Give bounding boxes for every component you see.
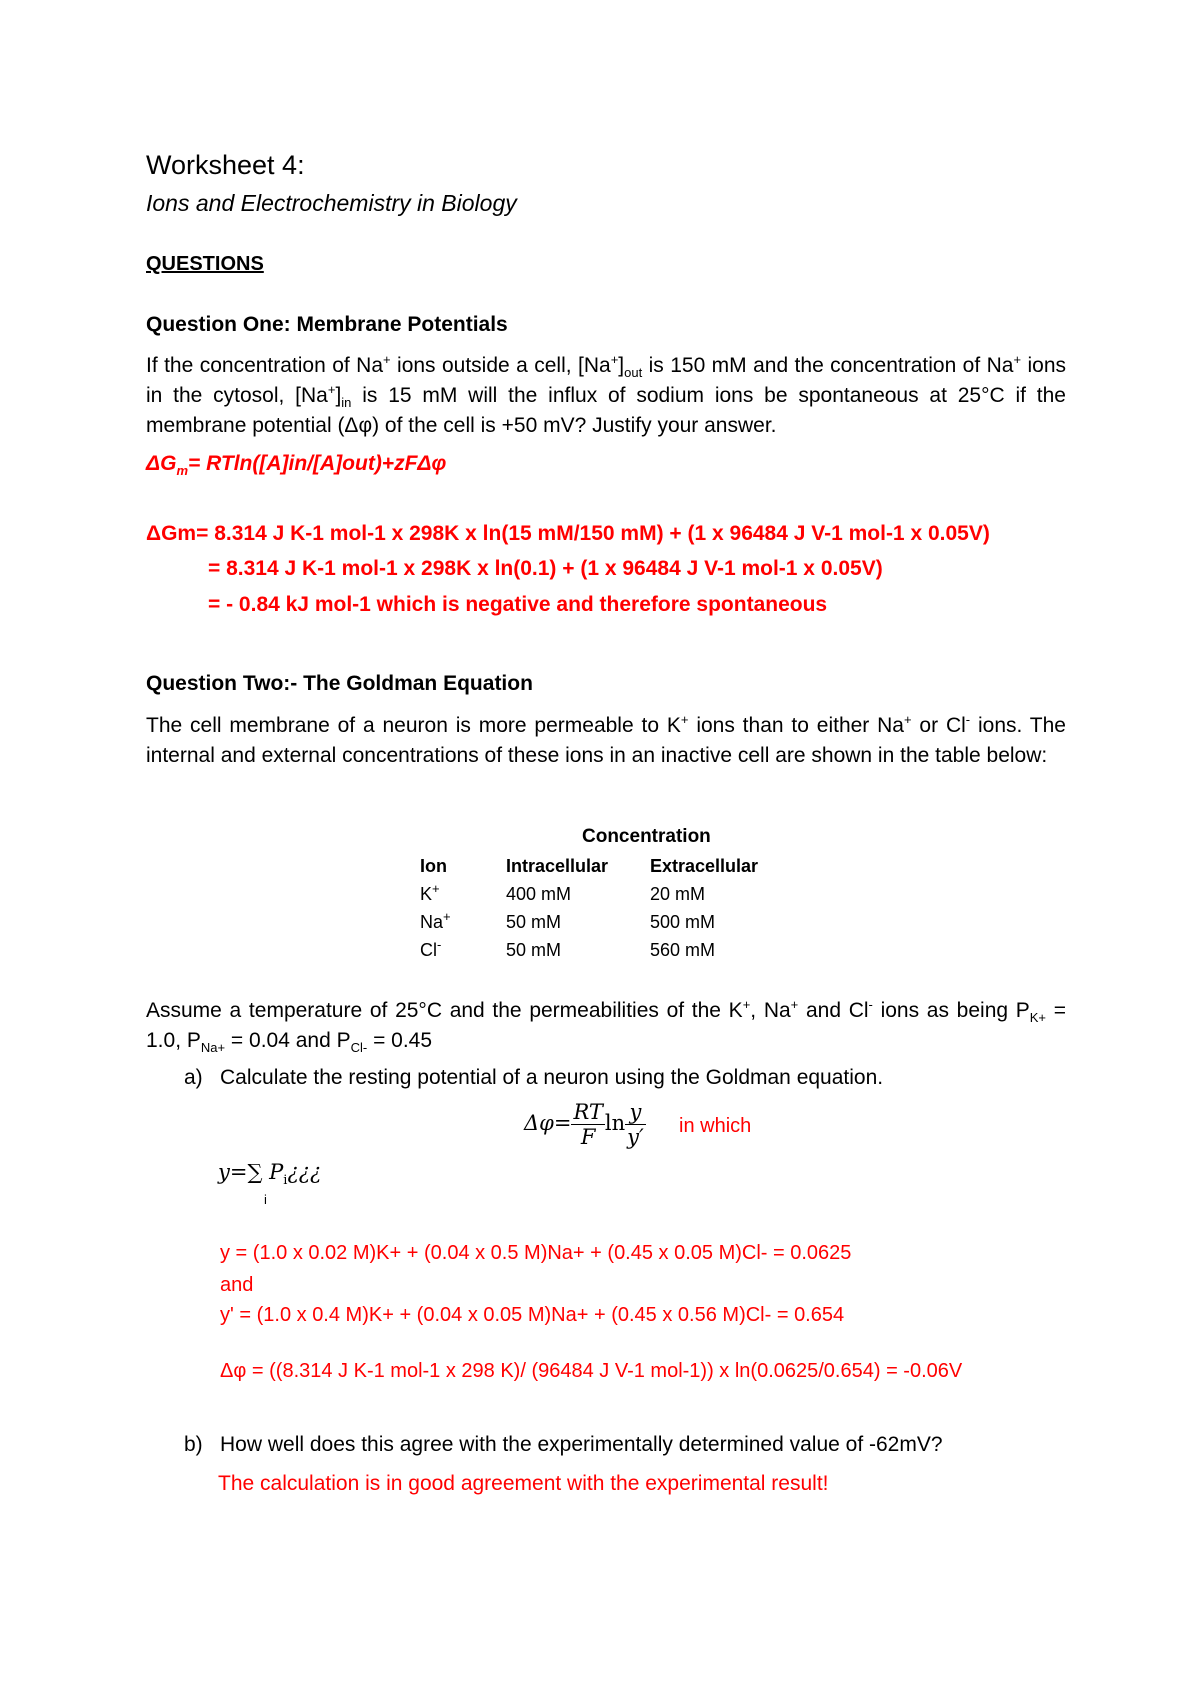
extra-cell: 500 mM xyxy=(650,911,716,932)
ion-cell: Na+ xyxy=(420,908,451,932)
part-b-text: How well does this agree with the experimentally determined value of -62mV? xyxy=(220,1433,943,1456)
y-prime-calculation: y' = (1.0 x 0.4 M)K+ + (0.04 x 0.05 M)Na+ + (0.45 x 0.56 M)Cl- = 0.654 xyxy=(220,1304,845,1326)
question-one-text: If the concentration of Na+ ions outside a cell, $[Na^+]_{out}$ is 150 mM and the concentration of Na+ ions in the cytosol, $[Na^+]_{in}$ is 15 mM will the influx of sodium ions be spontaneous at 25°C if the membrane potential (Δφ) of the cell is +50 mV? Justify your answer. xyxy=(146,352,1067,437)
part-b-label: b) xyxy=(184,1433,203,1456)
q1-calc-line-2: = 8.314 J K-1 mol-1 x 298K x ln(0.1) + (1 x 96484 J V-1 mol-1 x 0.05V) xyxy=(208,557,883,580)
and-word: and xyxy=(220,1274,254,1296)
section-label: QUESTIONS xyxy=(146,253,264,275)
header-extracellular: Extracellular xyxy=(650,855,759,876)
part-a-label: a) xyxy=(184,1066,203,1089)
in-which-label: in which xyxy=(679,1115,752,1137)
y-calculation: y = (1.0 x 0.02 M)K+ + (0.04 x 0.5 M)Na+ + (0.45 x 0.05 M)Cl- = 0.0625 xyxy=(220,1242,852,1264)
intra-cell: 50 mM xyxy=(506,911,562,932)
page-subtitle: Ions and Electrochemistry in Biology xyxy=(146,190,517,216)
table-row xyxy=(420,908,790,936)
table-header-row xyxy=(420,852,790,880)
question-two-intro: The cell membrane of a neuron is more permeable to K+ ions than to either Na+ or Cl- ions. The internal and external concentrations of these ions in an inactive cell are shown in the table below: xyxy=(146,712,1066,767)
table-row xyxy=(420,880,790,908)
q1-calc-line-1: ΔGm= 8.314 J K-1 mol-1 x 298K x ln(15 mM/150 mM) + (1 x 96484 J V-1 mol-1 x 0.05V) xyxy=(146,522,990,545)
extra-cell: 20 mM xyxy=(650,883,706,904)
concentration-table xyxy=(420,852,790,964)
header-ion: Ion xyxy=(420,855,447,876)
table-row xyxy=(420,936,790,964)
sum-index: i xyxy=(264,1192,267,1207)
sum-expression: y=∑ $P_i¿¿¿$ xyxy=(218,1160,322,1189)
header-intracellular: Intracellular xyxy=(506,855,609,876)
intra-cell: 50 mM xyxy=(506,939,562,960)
ion-cell: K+ xyxy=(420,880,440,904)
free-energy-formula: $\Delta G_m= RTln([A]in/[A]out)+zF\Delta\varphi$ xyxy=(146,452,447,479)
assumptions-text: Assume a temperature of 25°C and the permeabilities of the K+, Na+ and Cl- ions as being $P_{K+} = 1.0$, $P_{Na+} = 0.04$ and $P_{Cl-} = 0.45$ xyxy=(146,997,1066,1056)
question-two-heading: Question Two:- The Goldman Equation xyxy=(146,672,533,695)
part-b-answer: The calculation is in good agreement with the experimental result! xyxy=(218,1472,829,1495)
question-one-heading: Question One: Membrane Potentials xyxy=(146,313,508,336)
table-group-header: Concentration xyxy=(582,826,711,847)
extra-cell: 560 mM xyxy=(650,939,716,960)
part-a-text: Calculate the resting potential of a neuron using the Goldman equation. xyxy=(220,1066,884,1089)
page-title: Worksheet 4: xyxy=(146,150,305,180)
delta-phi-result: Δφ = ((8.314 J K-1 mol-1 x 298 K)/ (96484 J V-1 mol-1)) x ln(0.0625/0.654) = -0.06V xyxy=(220,1360,963,1382)
goldman-equation: Δφ= $\frac{RT}{F}$ ln $\frac{y}{y'}$ xyxy=(524,1100,644,1149)
ion-cell: Cl- xyxy=(420,936,442,960)
intra-cell: 400 mM xyxy=(506,883,572,904)
q1-calc-line-3: = - 0.84 kJ mol-1 which is negative and therefore spontaneous xyxy=(208,593,828,616)
